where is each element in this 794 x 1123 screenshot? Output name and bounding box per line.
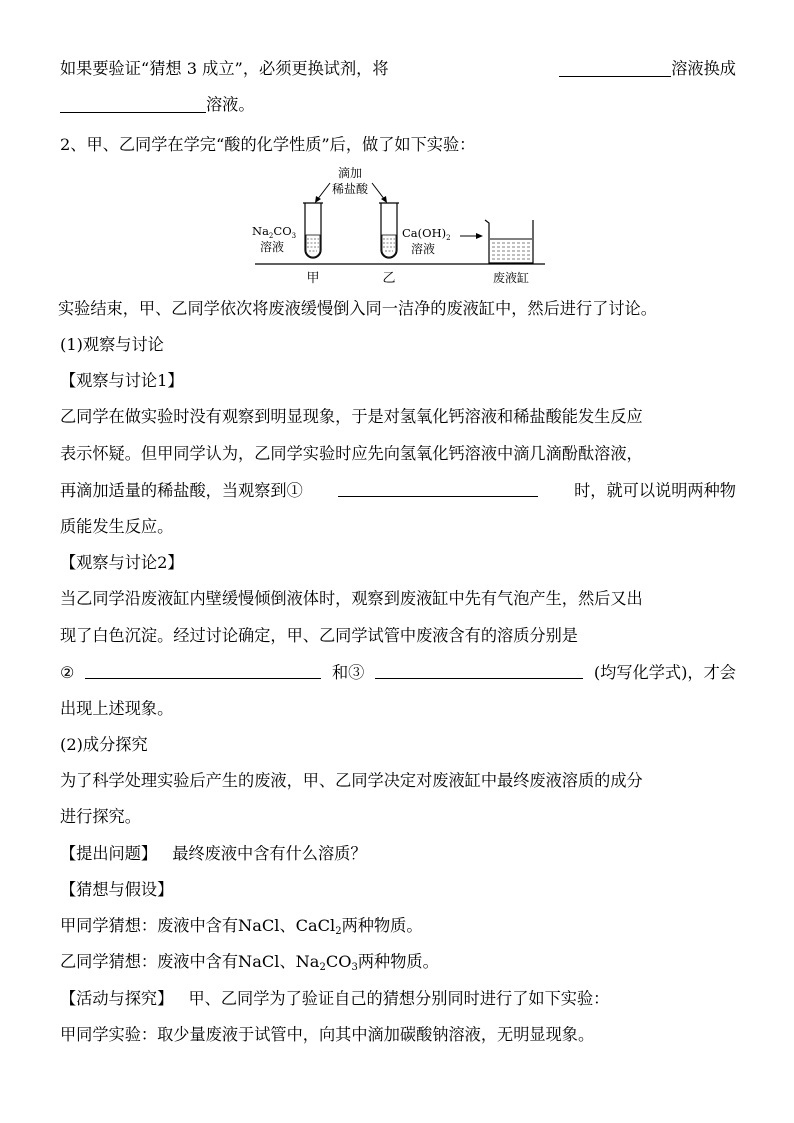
obs2-line-1: 当乙同学沿废液缸内壁缓慢倾倒液体时，观察到废液缸中先有气泡产生，然后又出 (60, 589, 643, 608)
test-tube-yi (379, 203, 399, 258)
blank-answer-3 (375, 662, 583, 679)
text-line-2 (60, 94, 736, 116)
label-yi: 乙 (382, 271, 396, 286)
after-figure-text: 实验结束，甲、乙同学依次将废液缓慢倒入同一洁净的废液缸中，然后进行了讨论。 (58, 299, 657, 318)
blank-reagent-2 (60, 96, 206, 113)
line1-tail: 溶液换成 (559, 58, 736, 80)
obs1-line-3-b: 时，就可以说明两种物 (574, 481, 736, 500)
text-line-1 (60, 58, 736, 80)
arrow-left-head (315, 196, 321, 203)
obs2-line-3-b: 和③ (331, 663, 365, 682)
question-line (60, 843, 736, 865)
line1-text: 如果要验证“猜想 3 成立”，必须更换试剂，将 (60, 59, 389, 78)
reagent-caoh2-label: $Ca(OH)_2$ (402, 226, 451, 242)
test-tube-jia (303, 203, 323, 258)
question-2-stem: 2、甲、乙同学在学完“酸的化学性质”后，做了如下实验： (60, 135, 476, 154)
obs1-line-3 (60, 480, 736, 502)
observation-2-heading: 【观察与讨论2】 (60, 553, 184, 572)
reagent-na2co3-solution: 溶液 (260, 240, 285, 254)
composition-line-2: 进行探究。 (60, 807, 141, 826)
arrow-to-tank-head (476, 233, 483, 239)
activity-text: 甲、乙同学为了验证自己的猜想分别同时进行了如下实验： (188, 989, 610, 1008)
blank-reagent-1 (559, 60, 671, 77)
observation-heading: (1)观察与讨论 (60, 335, 164, 354)
arrow-left (317, 183, 330, 200)
experiment-figure (250, 165, 550, 290)
label-waste-tank: 废液缸 (492, 271, 530, 285)
reagent-na2co3-label: $Na_2CO_3$ (252, 224, 297, 240)
arrow-right (372, 183, 385, 200)
obs1-line-1: 乙同学在做实验时没有观察到明显现象，于是对氢氧化钙溶液和稀盐酸能发生反应 (60, 407, 643, 426)
obs2-line-3-a: ② (60, 663, 75, 682)
obs1-line-4: 质能发生反应。 (60, 517, 174, 536)
question-label: 【提出问题】 (60, 844, 158, 863)
obs1-line-3-a: 再滴加适量的稀盐酸，当观察到① (60, 481, 303, 500)
composition-line-1: 为了科学处理实验后产生的废液，甲、乙同学决定对废液缸中最终废液溶质的成分 (60, 771, 643, 790)
jia-experiment: 甲同学实验：取少量废液于试管中，向其中滴加碳酸钠溶液，无明显现象。 (60, 1025, 595, 1044)
line2-text: 溶液。 (206, 95, 255, 114)
reagent-caoh2-solution: 溶液 (411, 242, 436, 256)
obs2-line-4: 出现上述现象。 (60, 699, 174, 718)
waste-tank (485, 220, 533, 263)
activity-label: 【活动与探究】 (60, 989, 174, 1008)
question-text: 最终废液中含有什么溶质？ (172, 844, 367, 863)
blank-answer-2 (85, 662, 321, 679)
label-jia: 甲 (306, 271, 320, 286)
activity-line (60, 988, 736, 1010)
composition-heading: (2)成分探究 (60, 735, 148, 754)
obs1-line-2: 表示怀疑。但甲同学认为，乙同学实验时应先向氢氧化钙溶液中滴几滴酚酞溶液， (60, 444, 643, 463)
hypothesis-jia: 甲同学猜想：废液中含有NaCl、CaCl$_2$两种物质。 (60, 916, 423, 937)
drip-label-top: 滴加 (337, 166, 363, 180)
obs2-line-3-c: (均写化学式)，才会 (593, 663, 736, 682)
hypothesis-yi: 乙同学猜想：废液中含有NaCl、$Na_2CO_3$两种物质。 (60, 952, 439, 973)
arrow-right-head (381, 196, 387, 203)
obs2-line-2: 现了白色沉淀。经过讨论确定，甲、乙同学试管中废液含有的溶质分别是 (60, 626, 578, 645)
blank-answer-1 (338, 480, 538, 497)
drip-label-bottom: 稀盐酸 (331, 182, 369, 196)
hypothesis-heading: 【猜想与假设】 (60, 880, 174, 899)
obs2-line-3 (60, 662, 736, 684)
observation-1-heading: 【观察与讨论1】 (60, 371, 184, 390)
